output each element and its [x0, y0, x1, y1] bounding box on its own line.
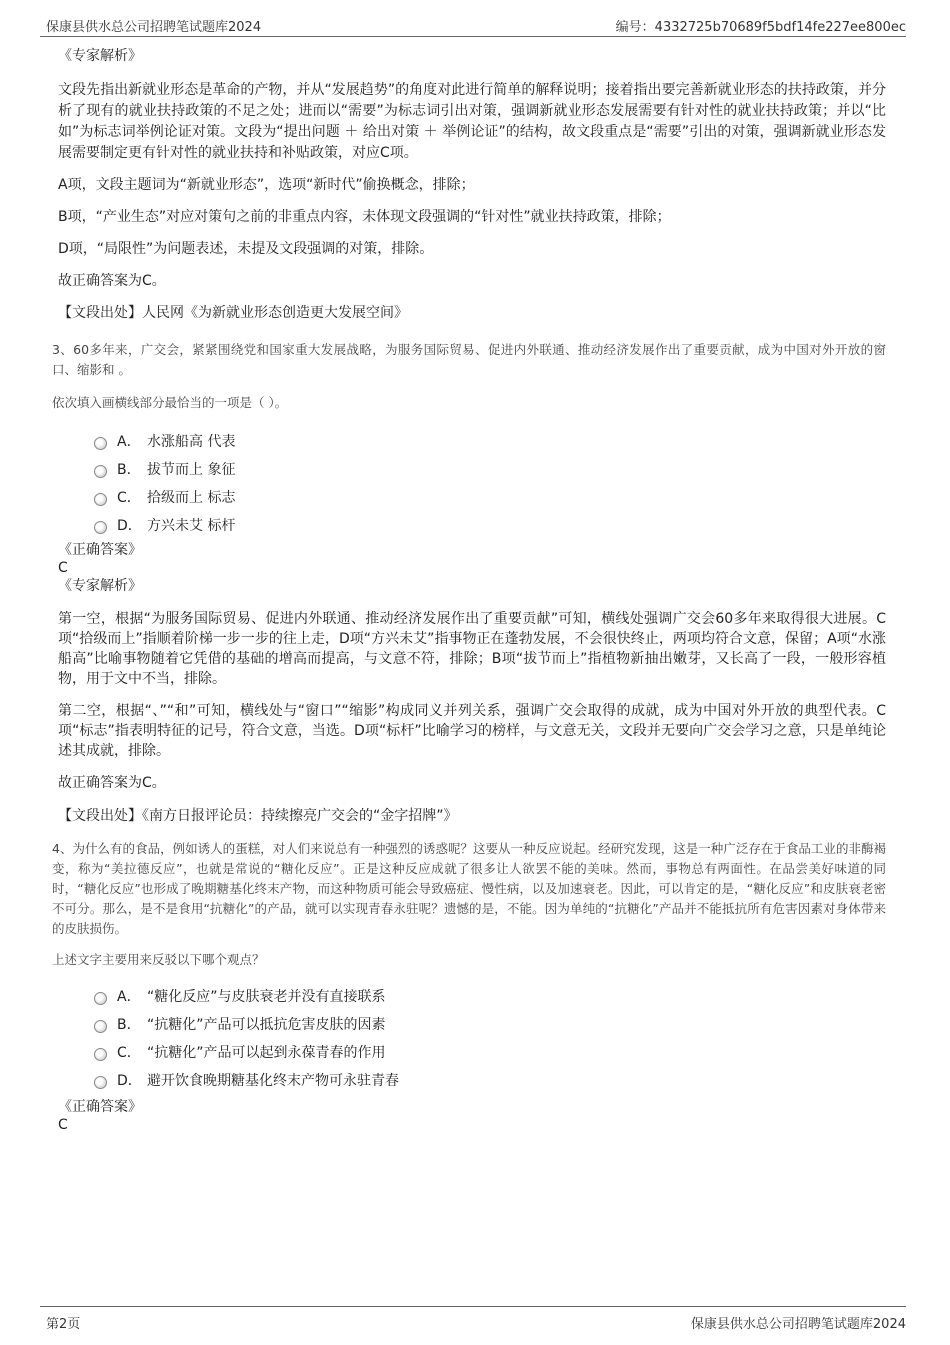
q4-answer-label: 《正确答案》	[58, 1099, 142, 1115]
q3-option-a[interactable]: A． 水涨船高 代表	[94, 427, 886, 455]
header-title: 保康县供水总公司招聘笔试题库2024	[46, 20, 262, 35]
q2-analysis-main: 文段先指出新就业形态是革命的产物，并从“发展趋势”的角度对此进行简单的解释说明；接着指出要完善新就业形态的扶持政策，并分析了现有的就业扶持政策的不足之处；进而以“需要”为标志词引出对策，强调新就业形态发展需要有针对性的就业扶持政策；并以“比如”为标志词举例论证对策。文段为“提出问题 ＋ 给出对策 ＋ 举例论证”的结构，故文段重点是“需要”引出的对策，强调新就业形态发展需要制定更有针对性的就业扶持和补贴政策，对应C项。	[58, 82, 886, 161]
header-code: 编号：4332725b70689f5bdf14fe227ee800ec	[615, 20, 906, 35]
q3-answer: C	[58, 560, 68, 576]
q4-question: 4、为什么有的食品，例如诱人的蛋糕，对人们来说总有一种强烈的诱惑呢？这要从一种反应说起。经研究发现，这是一种广泛存在于食品工业的非酶褐变，称为“美拉德反应”，也就是常说的“糖化反应”。正是这种反应成就了很多让人欲罢不能的美味。然而，事物总有两面性。在品尝美好味道的同时，“糖化反应”也形成了晚期糖基化终末产物，而这种物质可能会导致癌症、慢性病，以及加速衰老。因此，可以肯定的是，“糖化反应”和皮肤衰老密不可分。那么，是不是食用“抗糖化”的产品，就可以实现青春永驻呢？遗憾的是，不能。因为单纯的“抗糖化”产品并不能抵抗所有危害因素对身体带来的皮肤损伤。	[52, 841, 886, 936]
q3-conclusion: 故正确答案为C。	[58, 775, 166, 791]
radio-icon[interactable]	[94, 992, 107, 1005]
page-footer	[40, 1306, 906, 1332]
radio-icon[interactable]	[94, 437, 107, 450]
radio-icon[interactable]	[94, 521, 107, 534]
q3-analysis-blank1: 第一空，根据“为服务国际贸易、促进内外联通、推动经济发展作出了重要贡献”可知，横线处强调广交会60多年来取得很大进展。C项“拾级而上”指顺着阶梯一步一步的往上走，D项“方兴未艾”指事物正在蓬勃发展，不会很快终止，两项均符合文意，保留；A项“水涨船高”比喻事物随着它凭借的基础的增高而提高，与文意不符，排除；B项“拔节而上”指植物新抽出嫩芽，又长高了一段，一般形容植物，用于文中不当，排除。	[58, 611, 886, 687]
radio-icon[interactable]	[94, 465, 107, 478]
q2-analysis-d: D项，“局限性”为问题表述，未提及文段强调的对策，排除。	[58, 241, 434, 257]
q3-question: 3、60多年来，广交会，紧紧围绕党和国家重大发展战略，为服务国际贸易、促进内外联通、推动经济发展作出了重要贡献，成为中国对外开放的窗口、缩影和 。	[52, 342, 886, 377]
radio-icon[interactable]	[94, 493, 107, 506]
q2-analysis-b: B项，“产业生态”对应对策句之前的非重点内容，未体现文段强调的“针对性”就业扶持政策，排除；	[58, 209, 671, 225]
footer-page-number: 第2页	[46, 1317, 81, 1332]
q3-options	[94, 427, 886, 539]
q3-source: 【文段出处】《南方日报评论员：持续擦亮广交会的“金字招牌”》	[58, 808, 458, 824]
page-content	[52, 46, 886, 1134]
q3-analysis-blank2: 第二空，根据“、”“和”可知，横线处与“窗口”“缩影”构成同义并列关系，强调广交会取得的成就，成为中国对外开放的典型代表。C项“标志”指表明特征的记号，符合文意，当选。D项“标杆”比喻学习的榜样，与文意无关，文段并无要向广交会学习之意，只是单纯论述其成就，排除。	[58, 703, 886, 759]
q4-answer: C	[58, 1117, 68, 1133]
q4-prompt: 上述文字主要用来反驳以下哪个观点？	[52, 952, 265, 967]
q3-prompt: 依次填入画横线部分最恰当的一项是（ ）。	[52, 395, 288, 410]
q2-analysis-a: A项，文段主题词为“新就业形态”，选项“新时代”偷换概念，排除；	[58, 177, 475, 193]
q3-option-d[interactable]: D． 方兴未艾 标杆	[94, 511, 886, 539]
radio-icon[interactable]	[94, 1020, 107, 1033]
q2-expert-label: 《专家解析》	[58, 48, 142, 64]
page-header	[40, 14, 906, 37]
q4-option-a[interactable]: A． “糖化反应”与皮肤衰老并没有直接联系	[94, 982, 886, 1010]
q4-option-d[interactable]: D． 避开饮食晚期糖基化终末产物可永驻青春	[94, 1066, 886, 1094]
q2-source: 【文段出处】人民网《为新就业形态创造更大发展空间》	[58, 305, 408, 321]
footer-title: 保康县供水总公司招聘笔试题库2024	[690, 1317, 906, 1332]
q4-option-c[interactable]: C． “抗糖化”产品可以起到永葆青春的作用	[94, 1038, 886, 1066]
q3-answer-label: 《正确答案》	[58, 542, 142, 558]
q4-options	[94, 982, 886, 1094]
q2-conclusion: 故正确答案为C。	[58, 273, 166, 289]
q3-option-c[interactable]: C． 拾级而上 标志	[94, 483, 886, 511]
radio-icon[interactable]	[94, 1076, 107, 1089]
q3-option-b[interactable]: B． 拔节而上 象征	[94, 455, 886, 483]
radio-icon[interactable]	[94, 1048, 107, 1061]
q3-expert-label: 《专家解析》	[58, 578, 142, 594]
q4-option-b[interactable]: B． “抗糖化”产品可以抵抗危害皮肤的因素	[94, 1010, 886, 1038]
